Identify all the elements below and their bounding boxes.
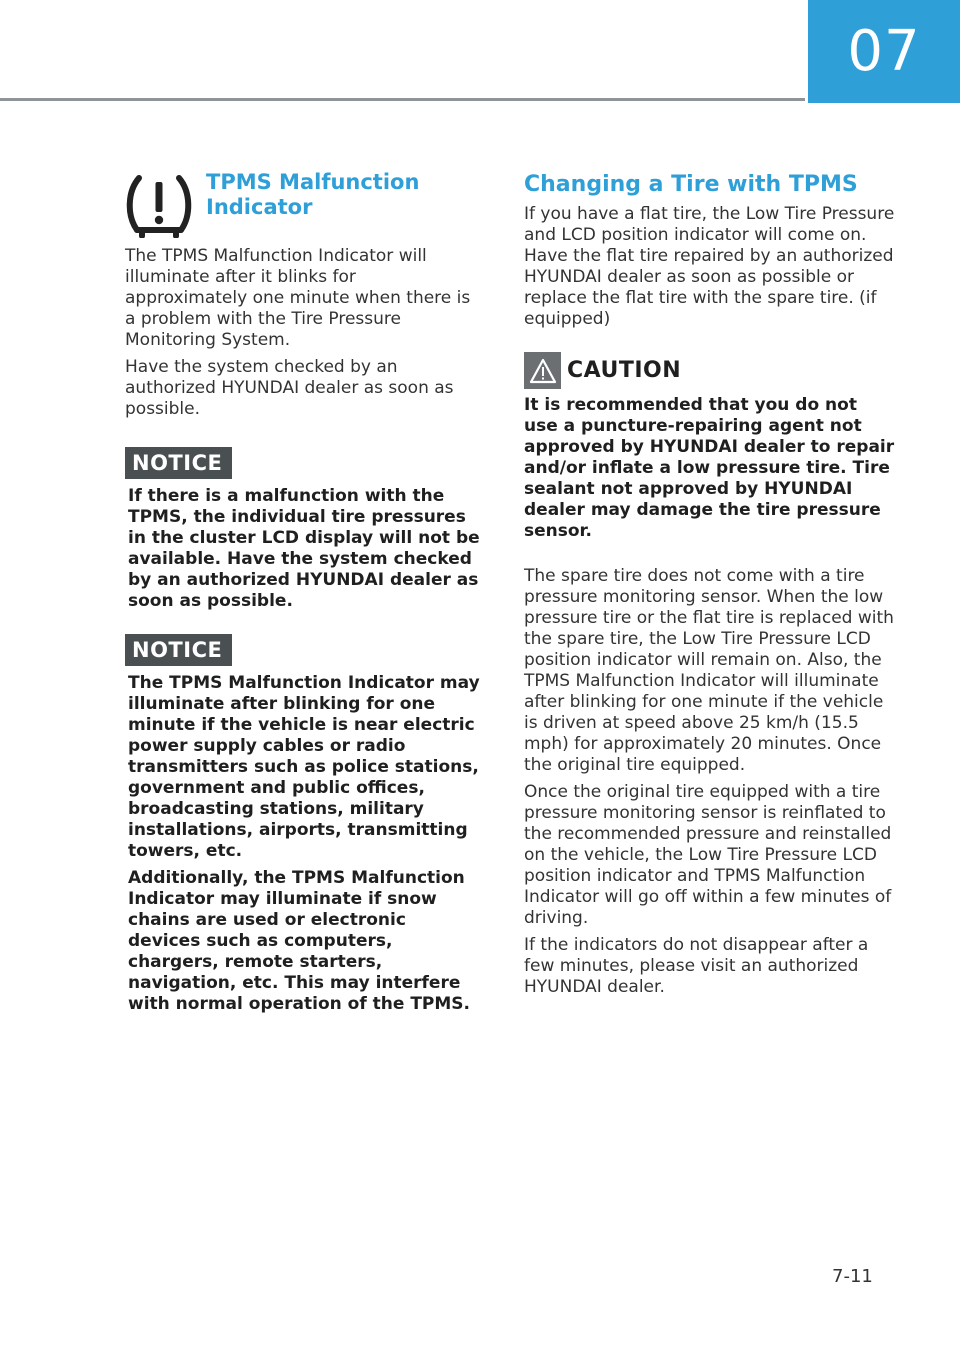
tpms-malfunction-icon [125, 172, 193, 238]
tpms-title-line1: TPMS Malfunction [206, 170, 420, 194]
caution-heading [524, 352, 896, 389]
tpms-paragraph-2: Have the system checked by an authorized HYUNDAI dealer as soon as possible. [125, 357, 454, 419]
caution-label: CAUTION [567, 358, 682, 383]
page-number: 7-11 [832, 1266, 873, 1287]
right-paragraph-2: Once the original tire equipped with a tire pressure monitoring sensor is reinflated to the recommended pressure and reinstalled on the vehicle, the Low Tire Pressure LCD position indicator and TPMS Malfunction Indicator will go off within a few minutes of driving. [524, 782, 892, 928]
changing-tire-title: Changing a Tire with TPMS [524, 172, 858, 197]
left-column [125, 170, 483, 1015]
notice-2-paragraph-2: Additionally, the TPMS Malfunction Indicator may illuminate if snow chains are used or electronic devices such as computers, chargers, remote starters, navigation, etc. This may interfere with normal operation of the TPMS. [128, 868, 471, 1014]
notice-badge-1: NOTICE [125, 447, 232, 479]
header-rule [0, 98, 805, 101]
caution-text: It is recommended that you do not use a puncture-repairing agent not approved by HYUNDAI dealer to repair and/or inflate a low pressure tire. Tire sealant not approved by HYUNDAI dealer may damage the tire pressure sensor. [524, 395, 895, 541]
tpms-paragraph-1: The TPMS Malfunction Indicator will illuminate after it blinks for approximately one minute when there is a problem with the Tire Pressure Monitoring System. [125, 246, 471, 350]
right-paragraph-3: If the indicators do not disappear after a few minutes, please visit an authorized HYUNDAI dealer. [524, 935, 869, 997]
notice-1-text: If there is a malfunction with the TPMS, the individual tire pressures in the cluster LCD display will not be available. Have the system checked by an authorized HYUNDAI dealer as soon as possible. [128, 486, 480, 611]
notice-badge-2: NOTICE [125, 634, 232, 666]
chapter-tab: 07 [808, 0, 960, 103]
tpms-indicator-title [206, 170, 466, 220]
changing-tire-intro: If you have a flat tire, the Low Tire Pressure and LCD position indicator will come on. Have the flat tire repaired by an authorized HYUNDAI dealer as soon as possible or replace the flat tire with the spare tire. (if equipped) [524, 204, 895, 329]
tpms-indicator-heading [125, 170, 483, 242]
notice-2-paragraph-1: The TPMS Malfunction Indicator may illuminate after blinking for one minute if the vehicle is near electric power supply cables or radio transmitters such as police stations, government and public offices, broadcasting stations, military installations, airports, transmitting towers, etc. [128, 673, 480, 861]
right-paragraph-1: The spare tire does not come with a tire pressure monitoring sensor. When the low pressure tire or the flat tire is replaced with the spare tire, the Low Tire Pressure LCD position indicator will remain on. Also, the TPMS Malfunction Indicator will illuminate after blinking for one minute if the vehicle is driven at speed above 25 km/h (15.5 mph) for approximately 20 minutes. Once the original tire equipped. [524, 566, 894, 775]
right-column [524, 170, 896, 1004]
warning-triangle-icon [524, 352, 561, 389]
tpms-title-line2: Indicator [206, 195, 313, 219]
